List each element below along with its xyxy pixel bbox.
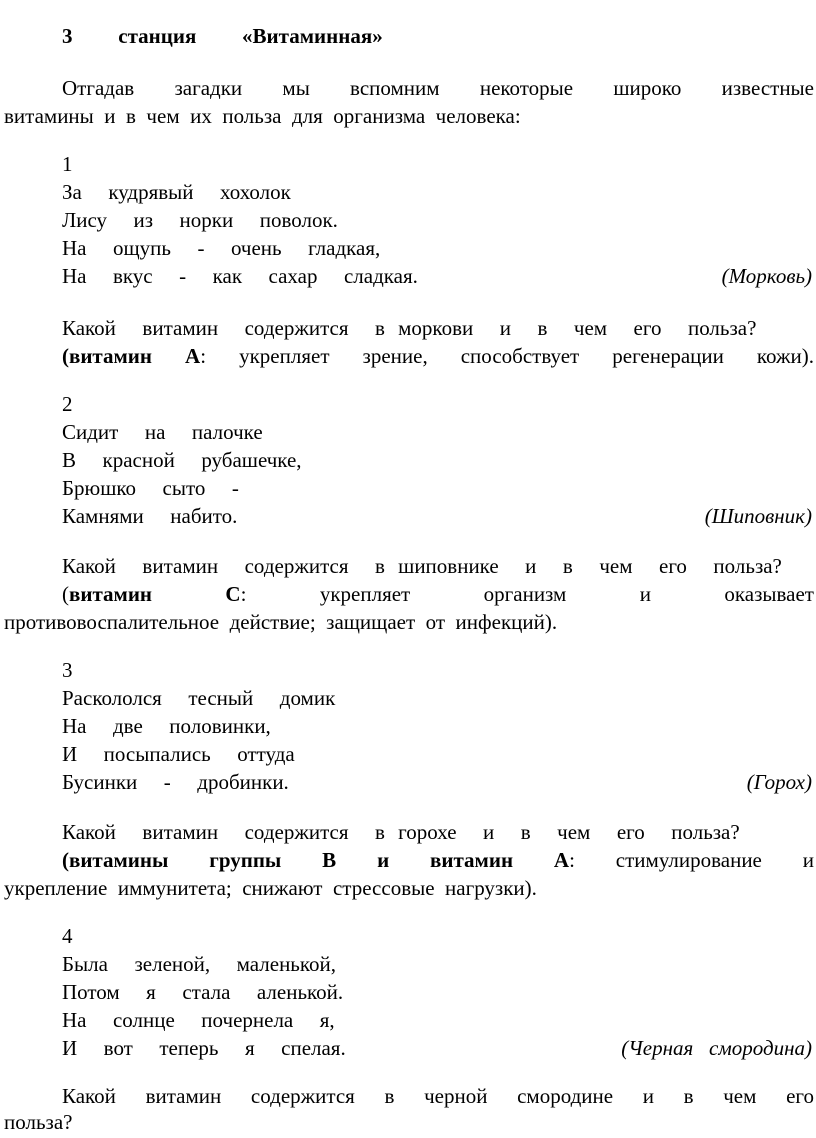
- riddle-number: 3: [62, 658, 73, 682]
- riddle-answer: (Черная смородина): [621, 1036, 812, 1060]
- intro-line-1: Отгадав загадки мы вспомним некоторые широко известные: [62, 76, 814, 100]
- riddle-line: И вот теперь я спелая.: [62, 1036, 346, 1060]
- riddle-detail-line-2: укрепление иммунитета; снижают стрессовые нагрузки).: [4, 876, 537, 900]
- detail-open: (: [62, 582, 69, 606]
- riddle-line: На две половинки,: [62, 714, 271, 738]
- riddle-answer: (Шиповник): [704, 504, 812, 528]
- riddle-line: Бусинки - дробинки.: [62, 770, 289, 794]
- riddle-line: Камнями набито.: [62, 504, 238, 528]
- riddle-question: Какой витамин содержится в шиповнике и в чем его польза?: [62, 554, 782, 578]
- riddle-detail: [62, 848, 814, 872]
- riddle-line: Лису из норки поволок.: [62, 208, 338, 232]
- riddle-line: Брюшко сыто -: [62, 476, 239, 500]
- detail-vitamin: (витамины группы В и витамин А: [62, 848, 570, 872]
- detail-text: : стимулирование и: [569, 848, 814, 872]
- riddle-detail-line-2: противовоспалительное действие; защищает от инфекций).: [4, 610, 558, 634]
- riddle-line: Была зеленой, маленькой,: [62, 952, 337, 976]
- riddle-line: Потом я стала аленькой.: [62, 980, 344, 1004]
- riddle-line: В красной рубашечке,: [62, 448, 302, 472]
- riddle-line: На вкус - как сахар сладкая.: [62, 264, 418, 288]
- riddle-line: На ощупь - очень гладкая,: [62, 236, 381, 260]
- detail-text: : укрепляет организм и оказывает: [240, 582, 814, 606]
- riddle-question: Какой витамин содержится в моркови и в чем его польза?: [62, 316, 757, 340]
- intro-line-2: витамины и в чем их польза для организма человека:: [4, 104, 521, 128]
- riddle-number: 4: [62, 924, 73, 948]
- riddle-detail: [62, 582, 814, 606]
- riddle-line: Сидит на палочке: [62, 420, 263, 444]
- detail-text: : укрепляет зрение, способствует регенерации кожи).: [200, 344, 814, 368]
- riddle-question: Какой витамин содержится в черной смородине и в чем его: [62, 1084, 814, 1108]
- riddle-number: 2: [62, 392, 73, 416]
- riddle-question-line-2: польза?: [4, 1110, 73, 1134]
- detail-vitamin: (витамин А: [62, 344, 201, 368]
- riddle-number: 1: [62, 152, 73, 176]
- riddle-answer: (Морковь): [721, 264, 812, 288]
- station-title: 3 станция «Витаминная»: [62, 24, 383, 48]
- riddle-line: На солнце почернела я,: [62, 1008, 335, 1032]
- riddle-question: Какой витамин содержится в горохе и в чем его польза?: [62, 820, 740, 844]
- riddle-answer: (Горох): [746, 770, 812, 794]
- riddle-line: За кудрявый хохолок: [62, 180, 291, 204]
- riddle-detail: [62, 344, 814, 368]
- riddle-line: И посыпались оттуда: [62, 742, 295, 766]
- riddle-line: Раскололся тесный домик: [62, 686, 336, 710]
- detail-vitamin: витамин С: [69, 582, 241, 606]
